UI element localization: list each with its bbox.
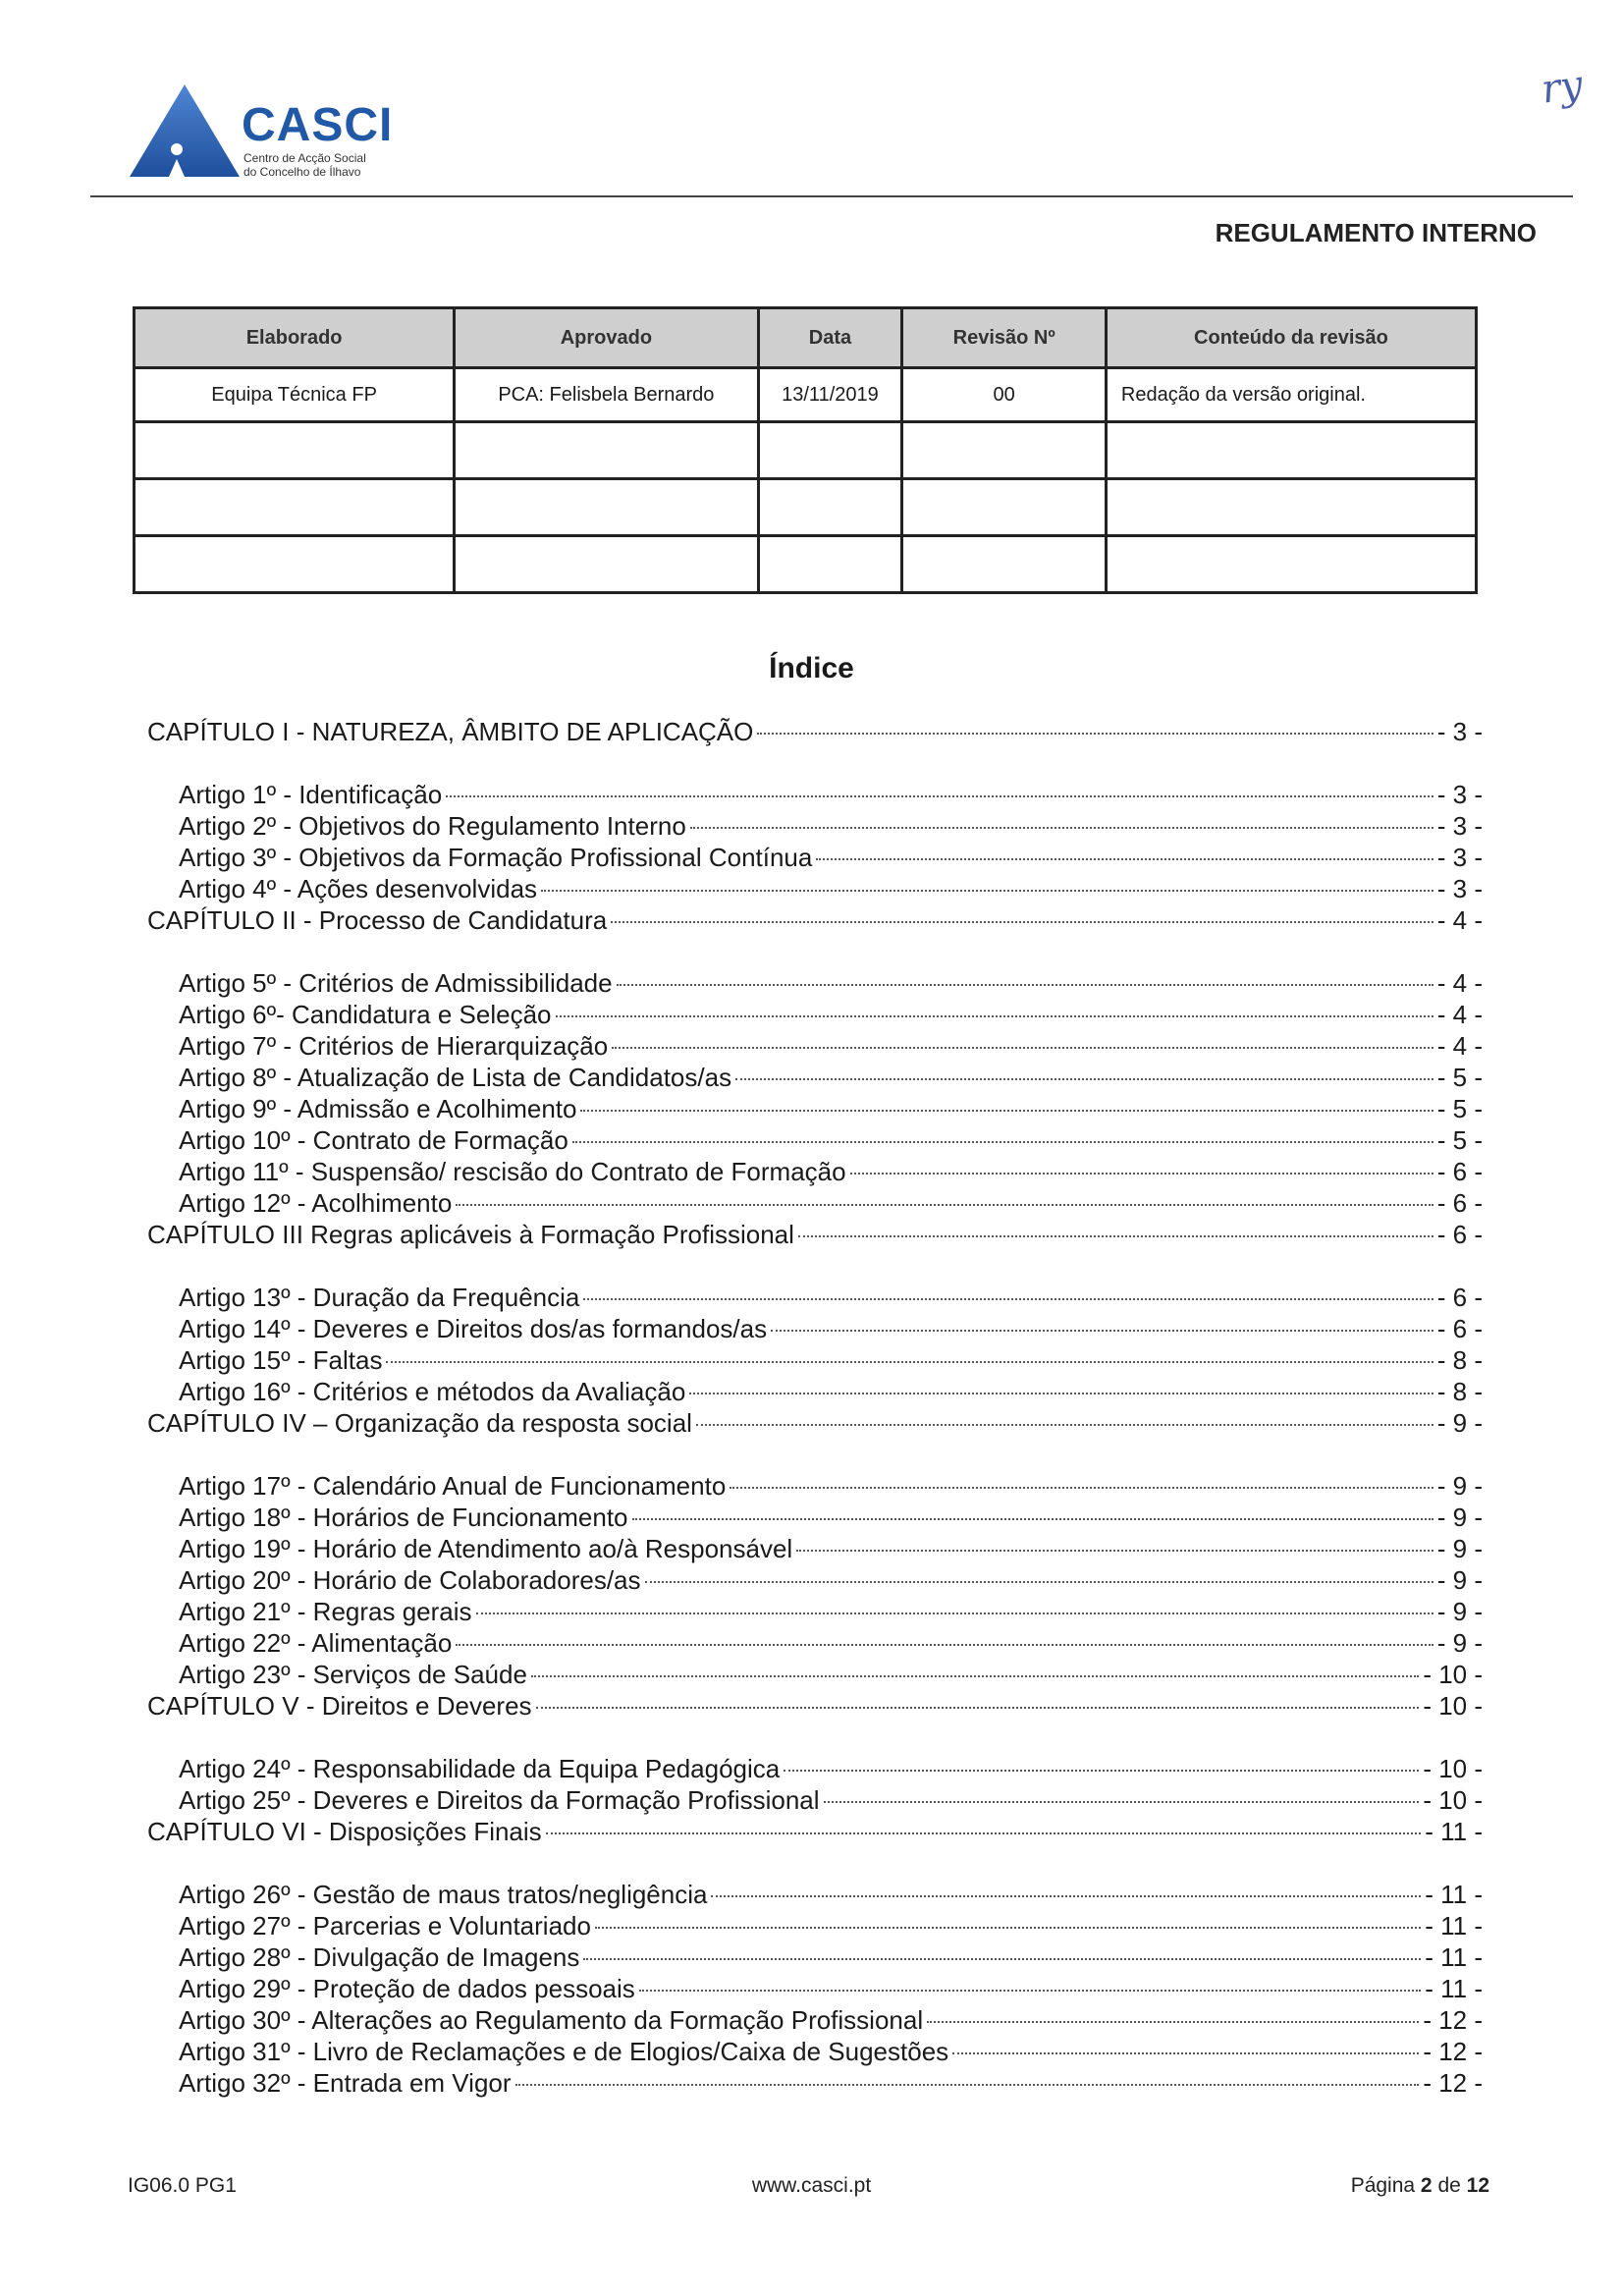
- toc-leader-dots: [386, 1361, 1433, 1363]
- toc-entry-label: Artigo 24º - Responsabilidade da Equipa Pedagógica: [179, 1754, 781, 1783]
- toc-entry-label: Artigo 13º - Duração da Frequência: [179, 1283, 580, 1312]
- toc-entry-page: - 3 -: [1436, 717, 1483, 746]
- toc-entry-page: - 4 -: [1436, 968, 1483, 998]
- header-divider: [90, 195, 1573, 197]
- empty-cell: [1106, 479, 1476, 536]
- toc-leader-dots: [536, 1707, 1420, 1709]
- toc-article-entry: [147, 1974, 1483, 2005]
- logo-subtitle: [243, 151, 366, 179]
- toc-article-entry: [147, 1785, 1483, 1817]
- toc-article-entry: [147, 1628, 1483, 1660]
- empty-cell: [902, 536, 1107, 593]
- toc-leader-dots: [757, 733, 1433, 735]
- empty-cell: [758, 479, 902, 536]
- toc-entry-label: CAPÍTULO VI - Disposições Finais: [147, 1817, 542, 1846]
- toc-entry-label: Artigo 11º - Suspensão/ rescisão do Contrato de Formação: [179, 1157, 846, 1186]
- toc-entry-page: - 11 -: [1425, 1942, 1483, 1972]
- toc-article-entry: [147, 1031, 1483, 1063]
- toc-entry-page: - 5 -: [1436, 1063, 1483, 1092]
- toc-leader-dots: [952, 2052, 1419, 2054]
- toc-entry-page: - 12 -: [1423, 2037, 1483, 2066]
- toc-entry-label: Artigo 12º - Acolhimento: [179, 1188, 453, 1218]
- table-row: [135, 422, 1477, 479]
- toc-entry-label: Artigo 2º - Objetivos do Regulamento Interno: [179, 811, 686, 841]
- toc-entry-page: - 11 -: [1425, 1880, 1483, 1909]
- toc-entry-label: Artigo 29º - Proteção de dados pessoais: [179, 1974, 635, 2003]
- toc-chapter-entry: [147, 1408, 1483, 1440]
- toc-entry-label: Artigo 20º - Horário de Colaboradores/as: [179, 1565, 641, 1595]
- toc-article-entry: [147, 1534, 1483, 1565]
- empty-cell: [758, 536, 902, 593]
- toc-entry-page: - 3 -: [1436, 843, 1483, 872]
- footer-page-number: [1351, 2174, 1489, 2198]
- toc-article-entry: [147, 1880, 1483, 1911]
- header-aprovado: Aprovado: [455, 308, 758, 368]
- toc-article-entry: [147, 1000, 1483, 1031]
- toc-article-entry: [147, 1188, 1483, 1220]
- toc-entry-label: Artigo 30º - Alterações ao Regulamento da Formação Profissional: [179, 2005, 924, 2035]
- toc-entry-page: - 4 -: [1436, 1000, 1483, 1029]
- toc-entry-page: - 11 -: [1425, 1974, 1483, 2003]
- cell-aprovado: PCA: Felisbela Bernardo: [455, 368, 758, 422]
- footer-url: www.casci.pt: [751, 2174, 872, 2197]
- toc-article-entry: [147, 1597, 1483, 1628]
- page-total: 12: [1466, 2174, 1489, 2197]
- empty-cell: [455, 536, 758, 593]
- toc-article-entry: [147, 1942, 1483, 1974]
- toc-article-entry: [147, 2037, 1483, 2068]
- page-current: 2: [1420, 2174, 1433, 2197]
- empty-cell: [135, 422, 455, 479]
- empty-cell: [455, 479, 758, 536]
- toc-article-entry: [147, 1063, 1483, 1094]
- toc-article-entry: [147, 2068, 1483, 2100]
- document-title: REGULAMENTO INTERNO: [1215, 218, 1537, 247]
- toc-article-entry: [147, 1345, 1483, 1377]
- toc-chapter-entry: [147, 1220, 1483, 1251]
- toc-article-entry: [147, 1377, 1483, 1408]
- toc-entry-page: - 11 -: [1425, 1817, 1483, 1846]
- toc-entry-page: - 3 -: [1436, 780, 1483, 809]
- toc-entry-page: - 6 -: [1436, 1283, 1483, 1312]
- toc-entry-label: Artigo 15º - Faltas: [179, 1345, 383, 1375]
- toc-leader-dots: [796, 1550, 1434, 1552]
- toc-entry-page: - 11 -: [1425, 1911, 1483, 1941]
- toc-entry-label: CAPÍTULO V - Direitos e Deveres: [147, 1691, 532, 1721]
- page-prefix: Página: [1350, 2174, 1421, 2197]
- index-title: Índice: [769, 652, 854, 684]
- toc-entry-page: - 6 -: [1436, 1188, 1483, 1218]
- toc-leader-dots: [546, 1832, 1422, 1834]
- toc-article-entry: [147, 1471, 1483, 1503]
- toc-entry-label: Artigo 18º - Horários de Funcionamento: [179, 1503, 628, 1532]
- toc-entry-page: - 5 -: [1436, 1125, 1483, 1155]
- toc-entry-label: Artigo 16º - Critérios e métodos da Avaliação: [179, 1377, 686, 1406]
- table-row: [135, 368, 1477, 422]
- toc-leader-dots: [771, 1330, 1434, 1332]
- toc-entry-label: Artigo 27º - Parcerias e Voluntariado: [179, 1911, 591, 1941]
- toc-leader-dots: [583, 1958, 1421, 1960]
- toc-entry-label: Artigo 4º - Ações desenvolvidas: [179, 874, 538, 903]
- toc-article-entry: [147, 874, 1483, 905]
- toc-article-entry: [147, 1094, 1483, 1125]
- toc-entry-label: Artigo 10º - Contrato de Formação: [179, 1125, 568, 1155]
- toc-leader-dots: [531, 1675, 1419, 1677]
- toc-leader-dots: [735, 1078, 1434, 1080]
- empty-cell: [135, 479, 455, 536]
- toc-entry-label: Artigo 17º - Calendário Anual de Funcionamento: [179, 1471, 727, 1501]
- revision-table: [133, 306, 1478, 594]
- cell-revisao: 00: [902, 368, 1107, 422]
- toc-entry-page: - 9 -: [1436, 1565, 1483, 1595]
- toc-entry-label: Artigo 8º - Atualização de Lista de Candidatos/as: [179, 1063, 732, 1092]
- toc-entry-page: - 10 -: [1423, 1754, 1483, 1783]
- handwritten-initials: ry: [1539, 62, 1586, 113]
- toc-entry-page: - 6 -: [1436, 1314, 1483, 1343]
- toc-entry-label: CAPÍTULO III Regras aplicáveis à Formação Profissional: [147, 1220, 794, 1249]
- cell-elaborado: Equipa Técnica FP: [135, 368, 455, 422]
- toc-leader-dots: [612, 1047, 1434, 1049]
- toc-entry-label: Artigo 31º - Livro de Reclamações e de Elogios/Caixa de Sugestões: [179, 2037, 949, 2066]
- casci-logo: [126, 81, 420, 187]
- empty-cell: [455, 422, 758, 479]
- revision-table-header: [135, 308, 1477, 368]
- toc-leader-dots: [476, 1613, 1434, 1614]
- toc-article-entry: [147, 1503, 1483, 1534]
- toc-entry-label: Artigo 32º - Entrada em Vigor: [179, 2068, 512, 2098]
- toc-leader-dots: [816, 858, 1433, 860]
- toc-chapter-entry: [147, 1817, 1483, 1848]
- toc-leader-dots: [556, 1015, 1434, 1017]
- toc-chapter-entry: [147, 905, 1483, 937]
- toc-leader-dots: [456, 1644, 1433, 1646]
- toc-entry-label: Artigo 28º - Divulgação de Imagens: [179, 1942, 580, 1972]
- footer-doc-code: IG06.0 PG1: [128, 2174, 237, 2197]
- toc-leader-dots: [446, 795, 1434, 797]
- toc-entry-label: CAPÍTULO IV – Organização da resposta social: [147, 1408, 692, 1438]
- toc-chapter-entry: [147, 1691, 1483, 1722]
- empty-cell: [758, 422, 902, 479]
- toc-chapter-entry: [147, 717, 1483, 748]
- toc-entry-page: - 8 -: [1436, 1377, 1483, 1406]
- header-elaborado: Elaborado: [135, 308, 455, 368]
- toc-entry-page: - 10 -: [1423, 1785, 1483, 1815]
- toc-leader-dots: [580, 1110, 1433, 1112]
- toc-entry-label: CAPÍTULO II - Processo de Candidatura: [147, 905, 608, 935]
- toc-entry-page: - 3 -: [1436, 874, 1483, 903]
- toc-entry-page: - 5 -: [1436, 1094, 1483, 1123]
- empty-cell: [902, 479, 1107, 536]
- empty-cell: [1106, 536, 1476, 593]
- toc-entry-label: Artigo 1º - Identificação: [179, 780, 443, 809]
- table-row: [135, 536, 1477, 593]
- toc-leader-dots: [696, 1424, 1434, 1426]
- toc-leader-dots: [456, 1204, 1433, 1206]
- toc-leader-dots: [689, 1393, 1433, 1394]
- toc-entry-page: - 10 -: [1423, 1691, 1483, 1721]
- cell-data: 13/11/2019: [758, 368, 902, 422]
- toc-entry-label: CAPÍTULO I - NATUREZA, ÂMBITO DE APLICAÇÃO: [147, 717, 754, 746]
- toc-leader-dots: [850, 1173, 1434, 1175]
- toc-article-entry: [147, 2005, 1483, 2037]
- toc-article-entry: [147, 780, 1483, 811]
- toc-article-entry: [147, 1283, 1483, 1314]
- empty-cell: [135, 536, 455, 593]
- toc-leader-dots: [798, 1235, 1434, 1237]
- toc-article-entry: [147, 1314, 1483, 1345]
- header-conteudo: Conteúdo da revisão: [1106, 308, 1476, 368]
- toc-entry-label: Artigo 26º - Gestão de maus tratos/negligência: [179, 1880, 708, 1909]
- toc-leader-dots: [645, 1581, 1434, 1583]
- toc-article-entry: [147, 1157, 1483, 1188]
- toc-entry-label: Artigo 22º - Alimentação: [179, 1628, 453, 1658]
- toc-leader-dots: [572, 1141, 1434, 1143]
- empty-cell: [1106, 422, 1476, 479]
- toc-article-entry: [147, 1565, 1483, 1597]
- toc-entry-page: - 6 -: [1436, 1157, 1483, 1186]
- toc-leader-dots: [927, 2021, 1419, 2023]
- toc-entry-label: Artigo 14º - Deveres e Direitos dos/as formandos/as: [179, 1314, 768, 1343]
- toc-entry-page: - 4 -: [1436, 1031, 1483, 1061]
- toc-leader-dots: [583, 1298, 1433, 1300]
- toc-entry-label: Artigo 19º - Horário de Atendimento ao/à Responsável: [179, 1534, 793, 1563]
- page-mid: de: [1432, 2174, 1467, 2197]
- toc-entry-page: - 6 -: [1436, 1220, 1483, 1249]
- toc-leader-dots: [730, 1487, 1433, 1489]
- toc-leader-dots: [515, 2084, 1420, 2086]
- toc-entry-label: Artigo 25º - Deveres e Direitos da Formação Profissional: [179, 1785, 820, 1815]
- table-row: [135, 479, 1477, 536]
- toc-entry-label: Artigo 5º - Critérios de Admissibilidade: [179, 968, 613, 998]
- toc-article-entry: [147, 1660, 1483, 1691]
- toc-entry-page: - 9 -: [1436, 1534, 1483, 1563]
- toc-article-entry: [147, 1754, 1483, 1785]
- toc-leader-dots: [824, 1801, 1420, 1803]
- toc-entry-page: - 8 -: [1436, 1345, 1483, 1375]
- toc-article-entry: [147, 968, 1483, 1000]
- toc-entry-label: Artigo 9º - Admissão e Acolhimento: [179, 1094, 577, 1123]
- toc-leader-dots: [541, 890, 1434, 892]
- logo-triangle-icon: [126, 81, 243, 179]
- toc-entry-page: - 9 -: [1436, 1408, 1483, 1438]
- toc-entry-page: - 9 -: [1436, 1471, 1483, 1501]
- cell-conteudo: Redação da versão original.: [1106, 368, 1476, 422]
- toc-leader-dots: [595, 1927, 1421, 1929]
- toc-article-entry: [147, 1911, 1483, 1942]
- toc-entry-page: - 10 -: [1423, 1660, 1483, 1689]
- header-data: Data: [758, 308, 902, 368]
- toc-leader-dots: [784, 1770, 1419, 1772]
- toc-article-entry: [147, 843, 1483, 874]
- header-revisao: Revisão Nº: [902, 308, 1107, 368]
- toc-article-entry: [147, 1125, 1483, 1157]
- logo-sub-line-2: do Concelho de Ílhavo: [243, 165, 361, 179]
- toc-entry-label: Artigo 21º - Regras gerais: [179, 1597, 472, 1626]
- toc-entry-label: Artigo 6º- Candidatura e Seleção: [179, 1000, 552, 1029]
- toc-entry-page: - 9 -: [1436, 1597, 1483, 1626]
- toc-entry-page: - 4 -: [1436, 905, 1483, 935]
- empty-cell: [902, 422, 1107, 479]
- toc-entry-page: - 12 -: [1423, 2068, 1483, 2098]
- toc-entry-page: - 12 -: [1423, 2005, 1483, 2035]
- toc-leader-dots: [632, 1518, 1434, 1520]
- toc-entry-page: - 9 -: [1436, 1628, 1483, 1658]
- toc-article-entry: [147, 811, 1483, 843]
- toc-entry-page: - 9 -: [1436, 1503, 1483, 1532]
- toc-entry-label: Artigo 7º - Critérios de Hierarquização: [179, 1031, 609, 1061]
- toc-leader-dots: [711, 1895, 1421, 1897]
- toc-leader-dots: [617, 984, 1434, 986]
- logo-sub-line-1: Centro de Acção Social: [243, 151, 366, 165]
- toc-leader-dots: [639, 1990, 1421, 1992]
- toc-entry-page: - 3 -: [1436, 811, 1483, 841]
- logo-name: CASCI: [242, 99, 394, 151]
- toc-entry-label: Artigo 23º - Serviços de Saúde: [179, 1660, 527, 1689]
- toc-leader-dots: [690, 827, 1434, 829]
- toc-entry-label: Artigo 3º - Objetivos da Formação Profissional Contínua: [179, 843, 813, 872]
- toc-leader-dots: [611, 921, 1434, 923]
